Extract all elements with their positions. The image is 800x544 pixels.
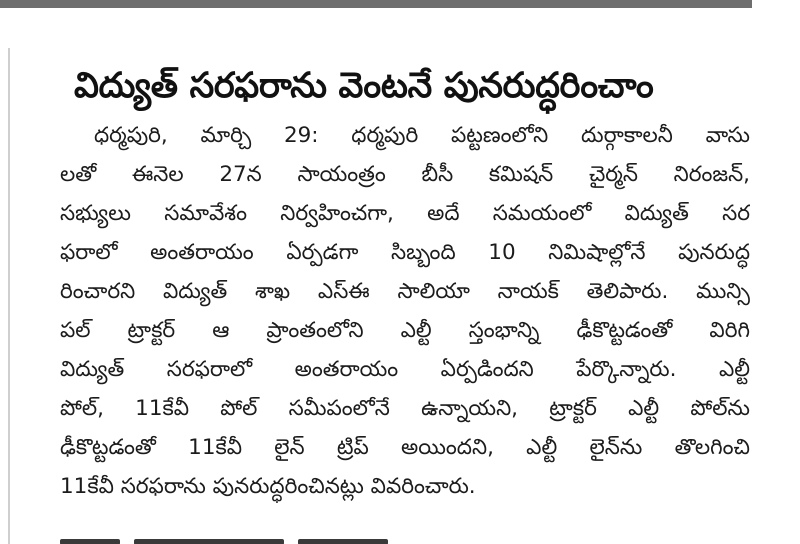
news-article: [60, 60, 750, 506]
article-line: ఫరాలో అంతరాయం ఏర్పడగా సిబ్బంది 10 నిమిషాల్లోనే పునరుద్ధ: [60, 240, 750, 265]
article-line: ధర్మపురి, మార్చి 29: ధర్మపురి పట్టణంలోని దుర్గాకాలనీ వాసు: [94, 123, 750, 148]
column-divider: [8, 48, 10, 544]
cropped-next-line: [60, 530, 530, 544]
article-line: 11కేవీ సరఫరాను పునరుద్ధరించినట్లు వివరించారు.: [60, 474, 476, 499]
article-line: సభ్యులు సమావేశం నిర్వహించగా, అదే సమయంలో విద్యుత్ సర: [60, 201, 750, 226]
article-line: విద్యుత్ సరఫరాలో అంతరాయం ఏర్పడిందని పేర్కొన్నారు. ఎల్టీ: [60, 357, 750, 382]
article-headline: విద్యుత్ సరఫరాను వెంటనే పునరుద్ధరించాం: [74, 66, 654, 106]
article-line: పోల్, 11కేవీ పోల్ సమీపంలోనే ఉన్నాయని, ట్రాక్టర్ ఎల్టీ పోల్‌ను: [60, 396, 750, 421]
article-line: రించారని విద్యుత్ శాఖ ఎస్ఈ సాలియా నాయక్ తెలిపారు. మున్సి: [60, 279, 750, 304]
article-line: పల్ ట్రాక్టర్ ఆ ప్రాంతంలోని ఎల్టీ స్తంభాన్ని ఢీకొట్టడంతో విరిగి: [60, 318, 750, 343]
top-border-bar: [0, 0, 752, 8]
article-line: ఢీకొట్టడంతో 11కేవీ లైన్ ట్రిప్ అయిందని, ఎల్టీ లైన్‌ను తొలగించి: [60, 435, 750, 460]
article-body: [60, 116, 750, 506]
article-line: లతో ఈనెల 27న సాయంత్రం బీసీ కమిషన్ చైర్మన్ నిరంజన్,: [60, 162, 750, 187]
